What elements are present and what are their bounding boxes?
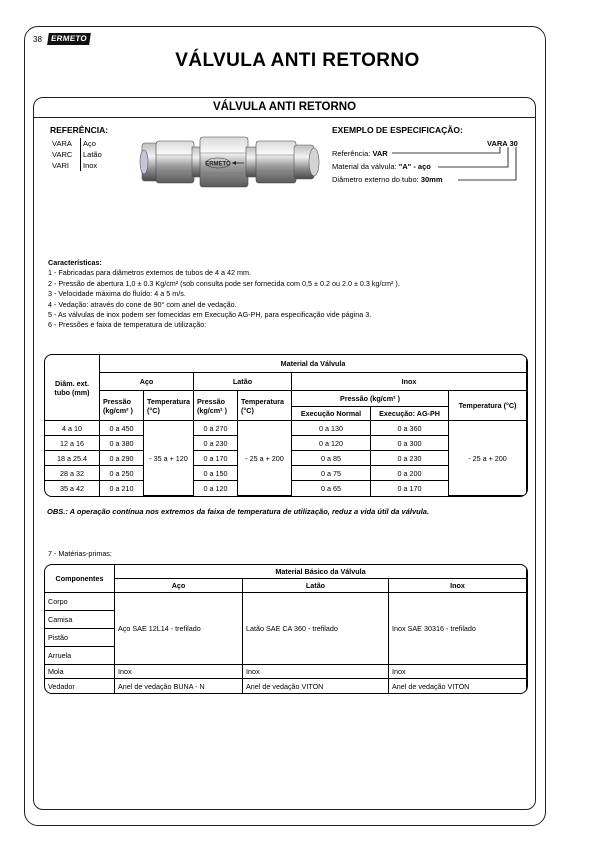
header-exec-normal: Execução Normal [292,407,371,421]
cell-pressao-aco: 0 a 380 [100,436,144,451]
cell-pressao-aco: 0 a 210 [100,481,144,496]
pressure-temperature-table [44,354,528,497]
header-latao: Latão [243,579,389,593]
cell-pressao-latao: 0 a 230 [194,436,238,451]
header-material-basico: Material Básico da Válvula [115,565,527,579]
header-latao: Latão [194,373,292,391]
caracteristica-item: 4 - Vedação: através do cone de 90° com anel de vedação. [48,299,237,309]
cell-inox-normal: 0 a 85 [292,451,371,466]
cell-diametro: 18 a 25.4 [45,451,100,466]
header-temp-latao: Temperatura (°C) [238,391,292,421]
cell-diametro: 4 a 10 [45,421,100,436]
cell-pressao-aco: 0 a 290 [100,451,144,466]
cell-pressao-latao: 0 a 120 [194,481,238,496]
ref-material: Latão [83,150,102,159]
exemplo-diam-value: 30mm [420,175,443,184]
exemplo-diam-label: Diâmetro externo do tubo: [332,175,421,184]
vedador-latao: Anel de vedação VITON [243,679,389,693]
cell-diametro: 12 a 16 [45,436,100,451]
header-aco: Aço [100,373,194,391]
section-divider [33,117,536,118]
referencia-title: REFERÊNCIA: [50,125,109,135]
mola-aco: Inox [115,665,243,679]
caracteristica-item: 6 - Pressões e faixa de temperatura de utilização: [48,320,207,330]
materias-title: 7 - Matérias-primas: [48,549,112,558]
obs-note: OBS.: A operação contínua nos extremos da faixa de temperatura de utilização, reduz a vida útil da válvula. [47,507,430,516]
exemplo-material-value: "A" - aço [398,162,431,171]
basic-inox: Inox SAE 30316 - trefilado [389,593,527,665]
component-name: Arruela [45,647,115,665]
caracteristica-item: 2 - Pressão de abertura 1,0 ± 0.3 Kg/cm² (sob consulta pode ser fornecida com 0,5 ± 0.2 ou 2.0 ± 0.3 kg/cm² ). [48,278,400,288]
cell-inox-normal: 0 a 75 [292,466,371,481]
header-pressao-inox: Pressão (kg/cm² ) [292,391,449,407]
cell-temp-aco: - 35 a + 120 [144,421,194,496]
caracteristica-item: 1 - Fabricadas para diâmetros externos de tubos de 4 a 42 mm. [48,268,251,278]
cell-inox-normal: 0 a 65 [292,481,371,496]
header-temp-aco: Temperatura (°C) [144,391,194,421]
caracteristica-item: 5 - As válvulas de inox podem ser fornecidas em Execução AG-PH, para especificação vide página 3. [48,310,372,320]
ref-code: VARA [50,138,81,149]
exemplo-ref-label: Referência: [332,149,373,158]
component-name: Mola [45,665,115,679]
ref-material: Aço [83,139,96,148]
cell-inox-agph: 0 a 300 [371,436,449,451]
mola-latao: Inox [243,665,389,679]
header-pressao-aco: Pressão (kg/cm² ) [100,391,144,421]
vedador-inox: Anel de vedação VITON [389,679,527,693]
cell-inox-agph: 0 a 200 [371,466,449,481]
basic-aco: Aço SAE 12L14 - trefilado [115,593,243,665]
header-temp-inox: Temperatura (°C) [449,391,527,421]
section-title: VÁLVULA ANTI RETORNO [212,101,357,113]
referencia-table [50,138,115,171]
exemplo-ref-value: VAR [372,149,388,158]
header-componentes: Componentes [45,565,115,593]
header-aco: Aço [115,579,243,593]
component-name: Pistão [45,629,115,647]
header-material: Material da Válvula [100,355,527,373]
cell-pressao-aco: 0 a 250 [100,466,144,481]
cell-inox-agph: 0 a 170 [371,481,449,496]
cell-pressao-latao: 0 a 170 [194,451,238,466]
caracteristica-item: 3 - Velocidade máxima do fluído: 4 a 5 m/s. [48,289,186,299]
valve-illustration [136,127,326,197]
cell-diametro: 35 a 42 [45,481,100,496]
vedador-aco: Anel de vedação BUNA - N [115,679,243,693]
mola-inox: Inox [389,665,527,679]
cell-inox-agph: 0 a 360 [371,421,449,436]
component-name: Corpo [45,593,115,611]
exemplo-material-label: Material da válvula: [332,162,399,171]
ref-code: VARI [50,160,81,171]
header-diametro: Diâm. ext. tubo (mm) [45,355,100,421]
ref-code: VARC [50,149,81,160]
header-inox: Inox [292,373,527,391]
ermeto-logo: ERMETO [47,33,91,45]
exemplo-code: VARA 30 [487,139,518,148]
cell-inox-normal: 0 a 120 [292,436,371,451]
caracteristicas [48,258,400,331]
cell-inox-normal: 0 a 130 [292,421,371,436]
page-title: VÁLVULA ANTI RETORNO [175,50,420,71]
header-inox: Inox [389,579,527,593]
page-number: 38 [33,35,42,44]
cell-pressao-aco: 0 a 450 [100,421,144,436]
spec-leader-lines [380,145,530,185]
cell-temp-latao: - 25 a + 200 [238,421,292,496]
cell-diametro: 28 a 32 [45,466,100,481]
caracteristicas-title: Características: [48,258,102,267]
exemplo-title: EXEMPLO DE ESPECIFICAÇÃO: [332,125,463,135]
header-pressao-latao: Pressão (kg/cm² ) [194,391,238,421]
cell-inox-agph: 0 a 230 [371,451,449,466]
component-name: Camisa [45,611,115,629]
materials-table [44,564,528,694]
header-exec-agph: Execução: AG-PH [371,407,449,421]
cell-temp-inox: - 25 a + 200 [449,421,527,496]
cell-pressao-latao: 0 a 150 [194,466,238,481]
ref-material: Inox [83,161,98,170]
valve-brand-text: ERMETO [205,161,231,168]
component-name: Vedador [45,679,115,693]
basic-latao: Latão SAE CA 360 - trefilado [243,593,389,665]
cell-pressao-latao: 0 a 270 [194,421,238,436]
